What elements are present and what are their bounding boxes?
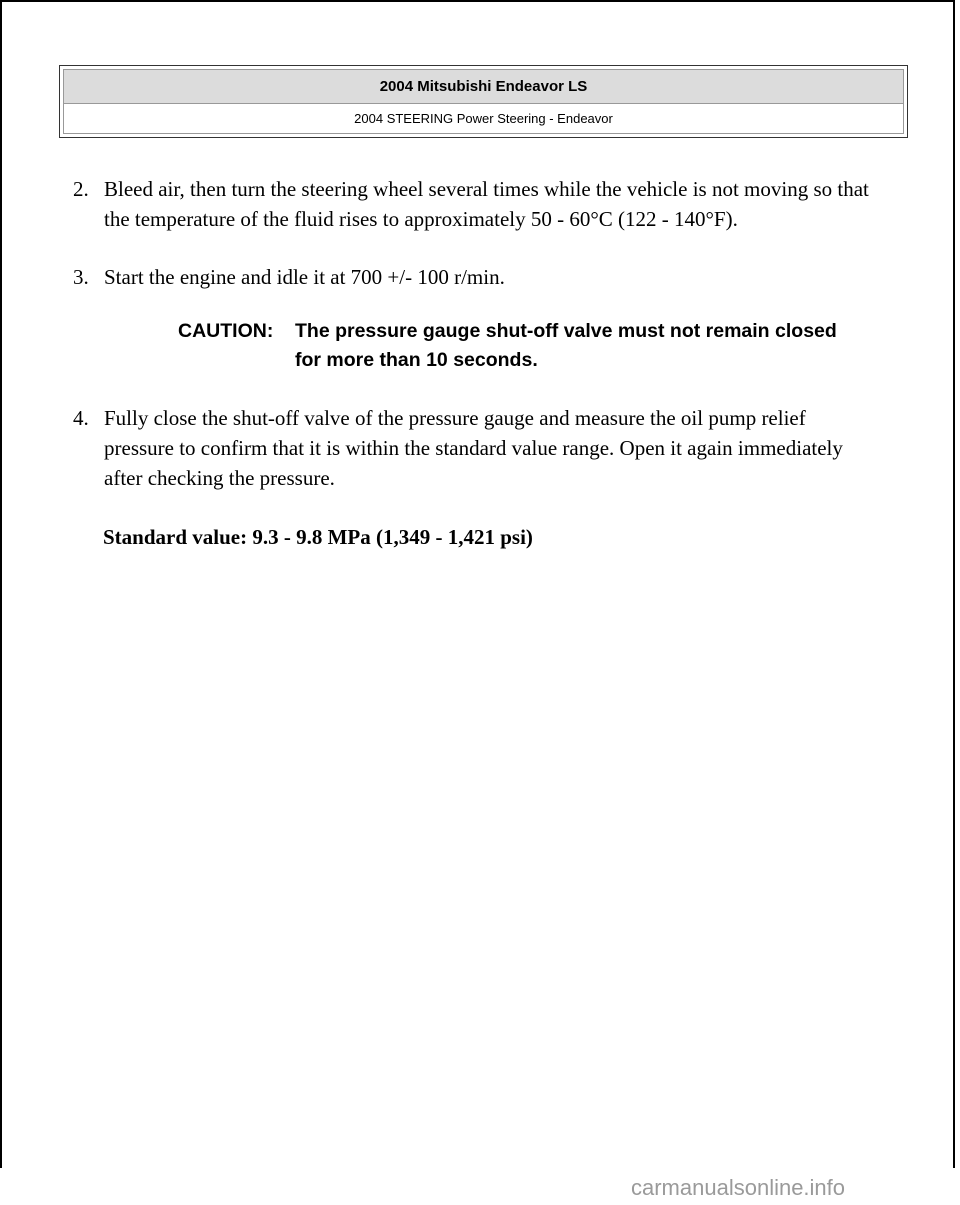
caution-text: The pressure gauge shut-off valve must not remain closed for more than 10 seconds. [295,320,837,371]
step-text: Bleed air, then turn the steering wheel several times while the vehicle is not moving so that the temperature of the fluid rises to approximately 50 - 60°C (122 - 140°F). [104,177,869,231]
step-number: 3. [73,265,89,289]
step-text: Start the engine and idle it at 700 +/- 100 r/min. [104,265,505,289]
document-header [59,65,908,138]
standard-value: Standard value: 9.3 - 9.8 MPa (1,349 - 1,421 psi) [103,525,533,549]
watermark[interactable]: carmanualsonline.info [631,1175,846,1200]
caution-label: CAUTION: [178,320,274,342]
step-text: Fully close the shut-off valve of the pressure gauge and measure the oil pump relief pressure to confirm that it is within the standard value range. Open it again immediately after checking the pressure. [104,406,843,490]
vehicle-title: 2004 Mitsubishi Endeavor LS [64,70,903,104]
step-number: 2. [73,177,89,201]
step-number: 4. [73,406,89,430]
document-header-inner [63,69,904,134]
section-subtitle: 2004 STEERING Power Steering - Endeavor [354,111,613,126]
